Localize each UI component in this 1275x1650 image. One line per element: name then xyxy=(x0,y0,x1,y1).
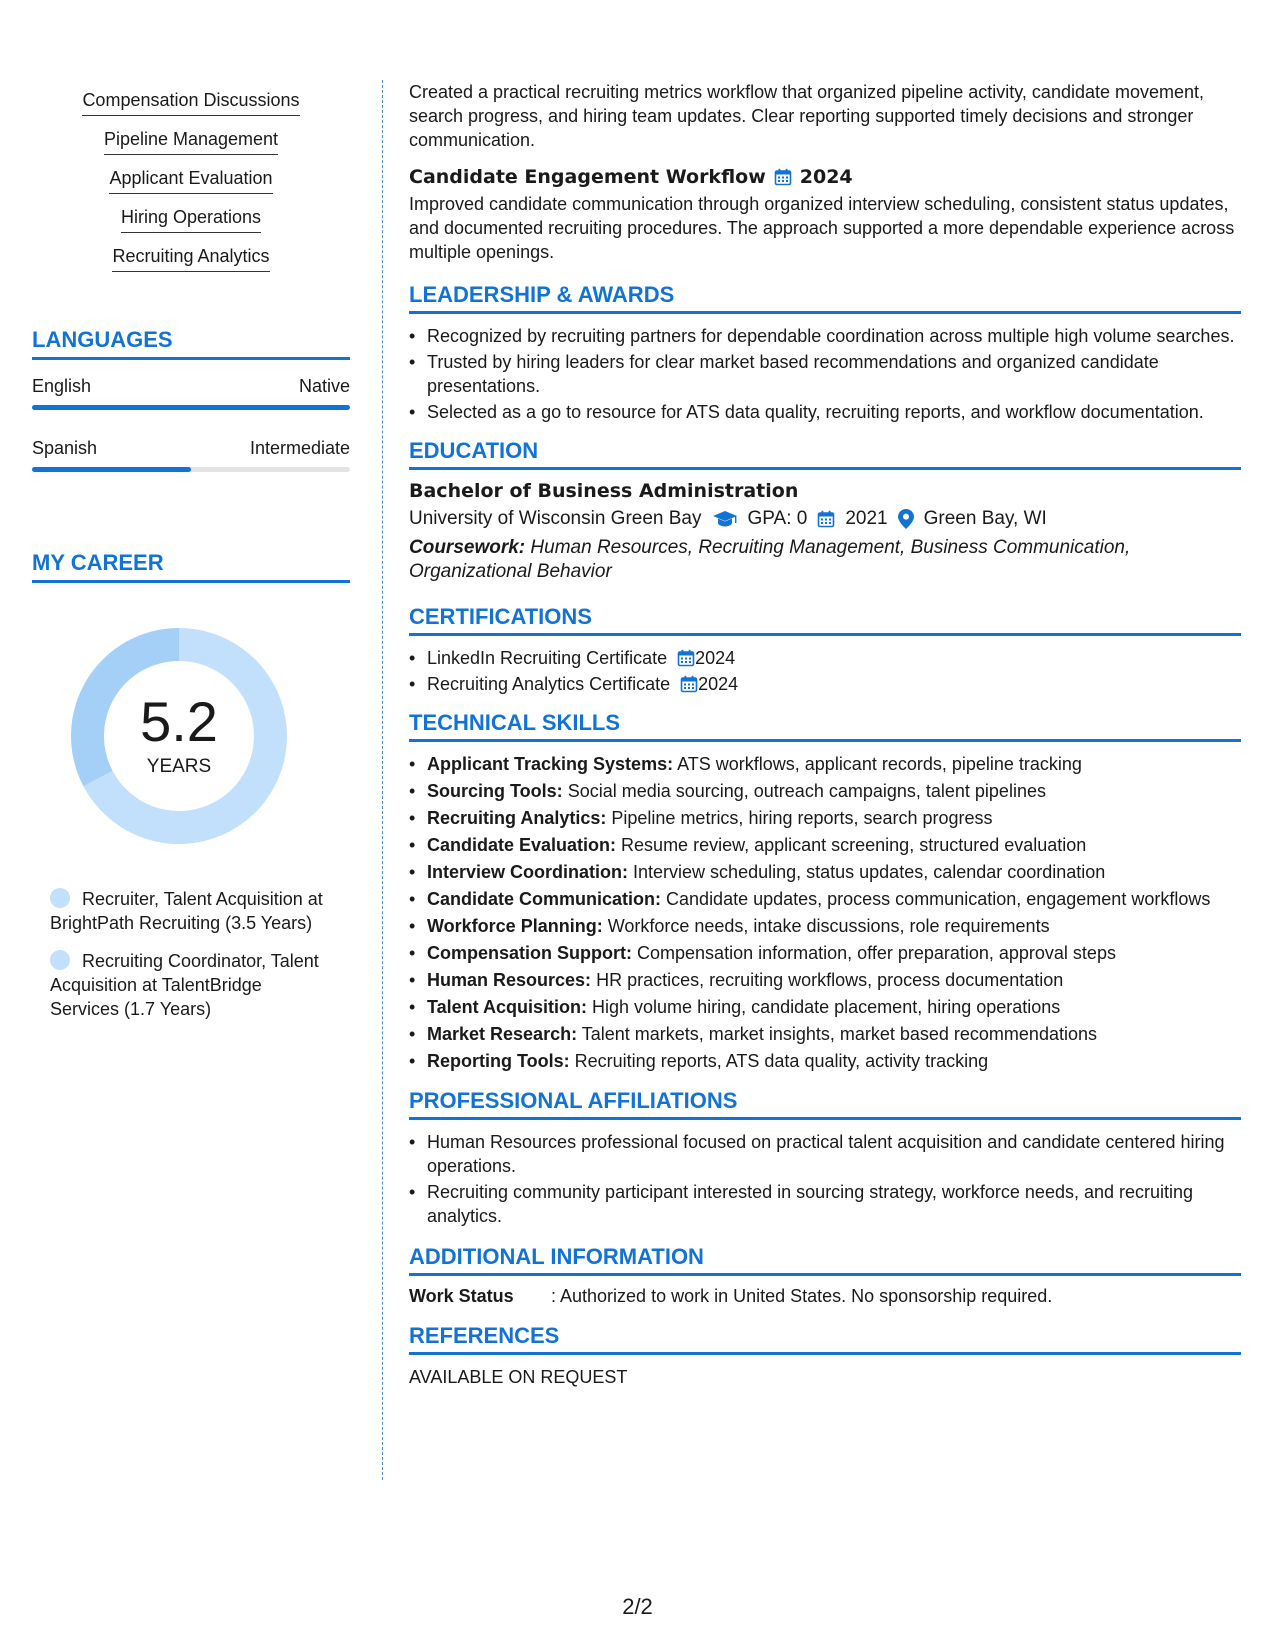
calendar-icon xyxy=(677,649,695,667)
languages-heading: LANGUAGES xyxy=(32,327,350,360)
language-proficiency-fill xyxy=(32,467,191,472)
list-item: • Trusted by hiring leaders for clear market based recommendations and organized candidate presentations. xyxy=(409,350,1241,398)
technical-skill-label: Human Resources: xyxy=(427,970,592,990)
technical-skill-label: Compensation Support: xyxy=(427,943,632,963)
sidebar xyxy=(32,80,350,1035)
technical-skill-label: Applicant Tracking Systems: xyxy=(427,754,674,774)
language-proficiency-fill xyxy=(32,405,350,410)
leadership-section xyxy=(409,282,1241,424)
coursework-label: Coursework: xyxy=(409,537,526,558)
technical-skill-label: Talent Acquisition: xyxy=(427,997,587,1017)
technical-skill-text: Pipeline metrics, hiring reports, search progress xyxy=(611,808,993,828)
technical-skills-section xyxy=(409,710,1241,1074)
career-donut-chart xyxy=(66,623,292,849)
graduation-cap-icon xyxy=(712,510,738,528)
gpa: GPA: 0 xyxy=(747,508,808,529)
project-title: Candidate Engagement Workflow xyxy=(409,166,766,188)
certification-year: 2024 xyxy=(698,674,739,694)
certifications-section xyxy=(409,604,1241,696)
graduation-year: 2021 xyxy=(845,508,888,529)
calendar-icon xyxy=(817,510,835,528)
legend-dot-icon xyxy=(50,888,70,908)
additional-info-section xyxy=(409,1244,1241,1307)
work-status-label: Work Status xyxy=(409,1286,514,1306)
technical-skill-text: Recruiting reports, ATS data quality, activity tracking xyxy=(574,1051,989,1071)
technical-skill-item xyxy=(409,833,1241,858)
list-item: • Recognized by recruiting partners for dependable coordination across multiple high volume searches. xyxy=(409,324,1241,348)
list-item: • Selected as a go to resource for ATS data quality, recruiting reports, and workflow documentation. xyxy=(409,400,1241,424)
list-item: • Recruiting community participant interested in sourcing strategy, workforce needs, and recruiting analytics. xyxy=(409,1180,1241,1228)
education-section xyxy=(409,438,1241,584)
project-description: Created a practical recruiting metrics workflow that organized pipeline activity, candidate movement, search progress, and hiring team updates. Clear reporting supported timely decisions and stronger communication. xyxy=(409,82,1205,150)
technical-skill-label: Sourcing Tools: xyxy=(427,781,563,801)
certification-name: LinkedIn Recruiting Certificate xyxy=(427,648,668,668)
project-description: Improved candidate communication through organized interview scheduling, consistent status updates, and documented recruiting procedures. The approach supported a more dependable experience across multiple openings. xyxy=(409,194,1235,262)
legend-dot-icon xyxy=(50,950,70,970)
technical-skill-item xyxy=(409,806,1241,831)
references-section xyxy=(409,1323,1241,1389)
technical-skill-label: Candidate Evaluation: xyxy=(427,835,617,855)
skill-tag: Compensation Discussions xyxy=(82,88,299,116)
work-status-value: : Authorized to work in United States. No sponsorship required. xyxy=(551,1286,1053,1306)
affiliations-section xyxy=(409,1088,1241,1228)
leadership-list xyxy=(409,324,1241,424)
affiliations-list xyxy=(409,1130,1241,1228)
technical-skills-list xyxy=(409,752,1241,1074)
career-legend-label: Recruiter, Talent Acquisition at BrightPath Recruiting (3.5 Years) xyxy=(50,889,323,933)
technical-skill-label: Recruiting Analytics: xyxy=(427,808,607,828)
calendar-icon xyxy=(680,675,698,693)
technical-skill-text: ATS workflows, applicant records, pipeline tracking xyxy=(677,754,1082,774)
technical-skill-label: Reporting Tools: xyxy=(427,1051,570,1071)
main-content xyxy=(409,80,1241,1389)
list-item xyxy=(409,672,1241,696)
certification-name: Recruiting Analytics Certificate xyxy=(427,674,671,694)
technical-skill-item xyxy=(409,914,1241,939)
technical-skill-text: High volume hiring, candidate placement, hiring operations xyxy=(592,997,1061,1017)
certification-year: 2024 xyxy=(695,648,736,668)
language-level: Native xyxy=(298,376,350,396)
skill-tag: Applicant Evaluation xyxy=(109,166,272,194)
career-total-unit: YEARS xyxy=(146,756,212,777)
page-number: 2/2 xyxy=(622,1594,653,1619)
language-row xyxy=(32,376,350,410)
technical-skill-text: HR practices, recruiting workflows, process documentation xyxy=(596,970,1064,990)
career-heading: MY CAREER xyxy=(32,550,350,583)
project-year: 2024 xyxy=(799,166,853,188)
section-heading: EDUCATION xyxy=(409,438,1241,470)
technical-skill-item xyxy=(409,995,1241,1020)
language-proficiency-bar xyxy=(32,405,350,410)
technical-skill-label: Candidate Communication: xyxy=(427,889,662,909)
section-heading: LEADERSHIP & AWARDS xyxy=(409,282,1241,314)
location-pin-icon xyxy=(898,509,914,529)
section-heading: TECHNICAL SKILLS xyxy=(409,710,1241,742)
career-legend xyxy=(50,887,330,1021)
education-details xyxy=(409,508,1241,530)
coursework-text: Human Resources, Recruiting Management, Business Communication, Organizational Behavior xyxy=(409,537,1131,582)
languages-section xyxy=(32,327,350,472)
language-level: Intermediate xyxy=(249,438,350,458)
skill-tag-list xyxy=(32,88,350,272)
section-heading: CERTIFICATIONS xyxy=(409,604,1241,636)
technical-skill-text: Interview scheduling, status updates, calendar coordination xyxy=(633,862,1106,882)
technical-skill-text: Resume review, applicant screening, structured evaluation xyxy=(621,835,1087,855)
career-legend-item xyxy=(50,887,330,935)
school-name: University of Wisconsin Green Bay xyxy=(409,508,702,529)
certification-list xyxy=(409,646,1241,696)
technical-skill-item xyxy=(409,1049,1241,1074)
career-legend-item xyxy=(50,949,330,1021)
section-heading: ADDITIONAL INFORMATION xyxy=(409,1244,1241,1276)
technical-skill-item xyxy=(409,887,1241,912)
technical-skill-item xyxy=(409,941,1241,966)
calendar-icon xyxy=(774,168,792,186)
language-name: English xyxy=(32,376,92,396)
technical-skill-item xyxy=(409,1022,1241,1047)
section-heading: REFERENCES xyxy=(409,1323,1241,1355)
technical-skill-item xyxy=(409,779,1241,804)
technical-skill-label: Workforce Planning: xyxy=(427,916,603,936)
list-item: • Human Resources professional focused on practical talent acquisition and candidate centered hiring operations. xyxy=(409,1130,1241,1178)
language-proficiency-bar xyxy=(32,467,350,472)
coursework xyxy=(409,536,1241,584)
technical-skill-item xyxy=(409,752,1241,777)
technical-skill-text: Workforce needs, intake discussions, role requirements xyxy=(607,916,1050,936)
technical-skill-text: Talent markets, market insights, market based recommendations xyxy=(581,1024,1097,1044)
technical-skill-item xyxy=(409,860,1241,885)
technical-skill-text: Candidate updates, process communication, engagement workflows xyxy=(666,889,1211,909)
school-location: Green Bay, WI xyxy=(923,508,1047,529)
technical-skill-text: Compensation information, offer preparation, approval steps xyxy=(637,943,1116,963)
skill-tag: Recruiting Analytics xyxy=(112,244,269,272)
section-heading: PROFESSIONAL AFFILIATIONS xyxy=(409,1088,1241,1120)
career-legend-label: Recruiting Coordinator, Talent Acquisition at TalentBridge Services (1.7 Years) xyxy=(50,951,319,1019)
career-section xyxy=(32,550,350,1021)
references-text: AVAILABLE ON REQUEST xyxy=(409,1367,628,1387)
technical-skill-text: Social media sourcing, outreach campaigns, talent pipelines xyxy=(567,781,1046,801)
work-status-row xyxy=(409,1286,1241,1307)
technical-skill-label: Market Research: xyxy=(427,1024,578,1044)
technical-skill-label: Interview Coordination: xyxy=(427,862,629,882)
column-divider xyxy=(382,80,383,1480)
degree-title: Bachelor of Business Administration xyxy=(409,480,799,502)
language-row xyxy=(32,438,350,472)
language-name: Spanish xyxy=(32,438,98,458)
career-total-value: 5.2 xyxy=(140,690,218,753)
technical-skill-item xyxy=(409,968,1241,993)
skill-tag: Pipeline Management xyxy=(104,127,278,155)
skill-tag: Hiring Operations xyxy=(121,205,261,233)
project-title-row xyxy=(409,166,1241,188)
list-item xyxy=(409,646,1241,670)
